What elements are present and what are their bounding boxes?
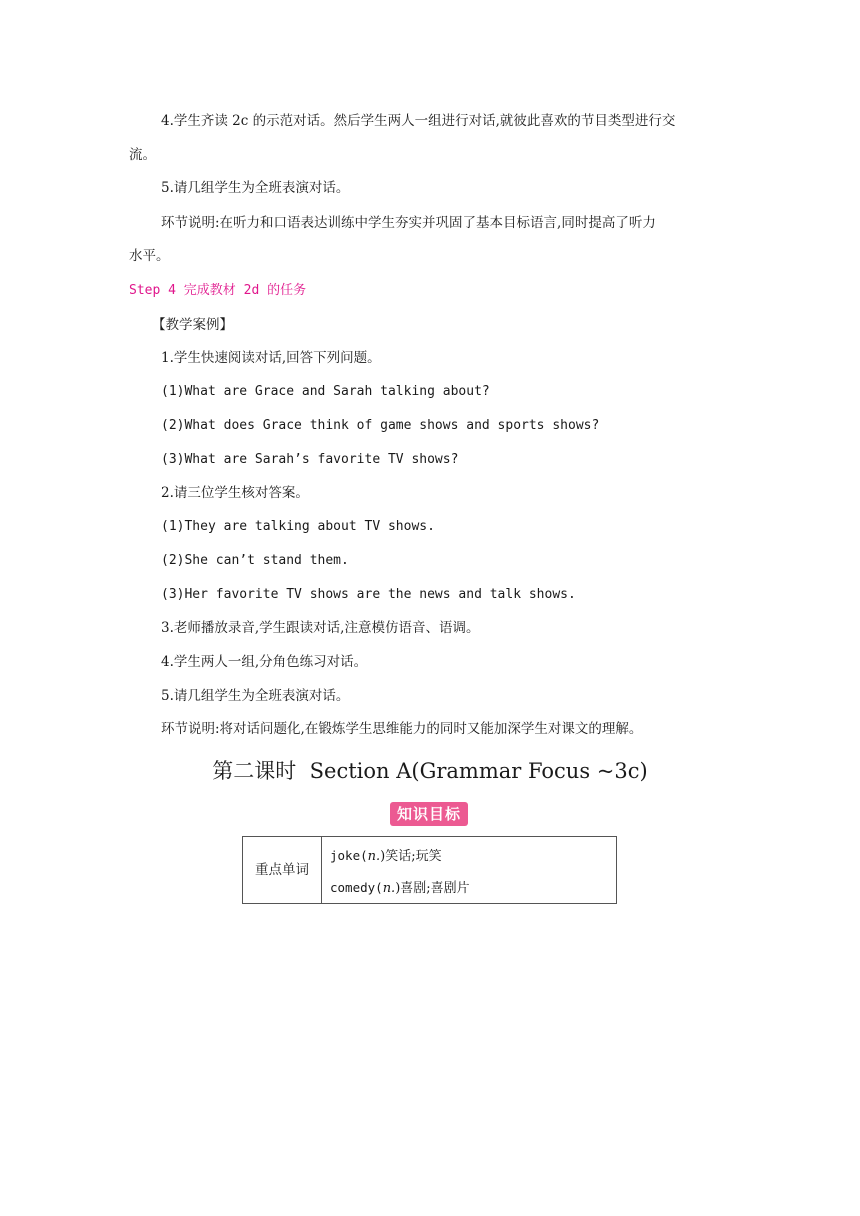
- paragraph-line: 4.学生齐读 2c 的示范对话。然后学生两人一组进行对话,就彼此喜欢的节目类型进行交: [161, 113, 676, 129]
- vocab-word: joke(: [330, 848, 368, 863]
- part-of-speech: n.: [367, 849, 381, 864]
- list-item: 3.老师播放录音,学生跟读对话,注意模仿语音、语调。: [161, 620, 480, 636]
- paragraph-line: 环节说明:在听力和口语表达训练中学生夯实并巩固了基本目标语言,同时提高了听力: [161, 215, 656, 231]
- vocab-table: [242, 836, 617, 904]
- list-item: 5.请几组学生为全班表演对话。: [161, 688, 350, 704]
- question-item: (1)What are Grace and Sarah talking about?: [161, 384, 490, 399]
- list-item: 4.学生两人一组,分角色练习对话。: [161, 654, 368, 670]
- list-item: 1.学生快速阅读对话,回答下列问题。: [161, 350, 381, 366]
- knowledge-goal-badge: 知识目标: [390, 802, 468, 826]
- vocab-meaning: )喜剧;喜剧片: [395, 881, 470, 896]
- vocab-meaning: )笑话;玩笑: [380, 849, 442, 864]
- paragraph-line: 流。: [129, 147, 156, 163]
- section-note: 环节说明:将对话问题化,在锻炼学生思维能力的同时又能加深学生对课文的理解。: [161, 721, 643, 737]
- paragraph-line: 水平。: [129, 248, 170, 264]
- vocab-table-label: 重点单词: [243, 837, 322, 903]
- question-item: (2)What does Grace think of game shows and sports shows?: [161, 418, 600, 433]
- question-item: (3)What are Sarah’s favorite TV shows?: [161, 452, 459, 467]
- vocab-row: [330, 846, 442, 867]
- step-heading: Step 4 完成教材 2d 的任务: [129, 283, 307, 298]
- vocab-row: [330, 878, 470, 899]
- paragraph-line: 5.请几组学生为全班表演对话。: [161, 180, 350, 196]
- vocab-word: comedy(: [330, 880, 383, 895]
- case-label: 【教学案例】: [152, 317, 233, 333]
- answer-item: (3)Her favorite TV shows are the news and talk shows.: [161, 587, 576, 602]
- list-item: 2.请三位学生核对答案。: [161, 485, 309, 501]
- answer-item: (2)She can’t stand them.: [161, 553, 349, 568]
- answer-item: (1)They are talking about TV shows.: [161, 519, 435, 534]
- part-of-speech: n.: [382, 881, 396, 896]
- lesson-heading: 第二课时 Section A(Grammar Focus ~3c): [212, 759, 648, 783]
